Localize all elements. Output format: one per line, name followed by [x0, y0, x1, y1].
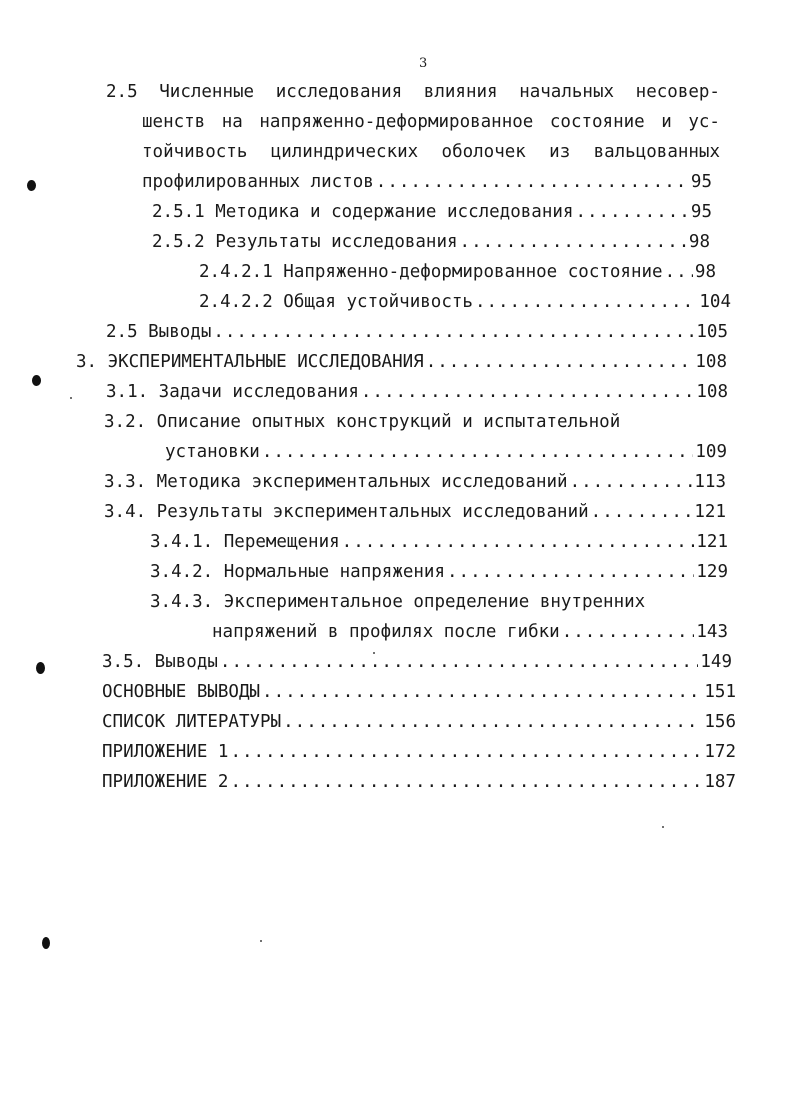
toc-title: установки	[165, 442, 260, 462]
word: вальцованных	[593, 142, 720, 162]
toc-page: 95	[690, 202, 712, 222]
toc-entry-3	[76, 350, 727, 374]
toc-entry-3-4	[104, 500, 726, 524]
dot-leader	[460, 230, 687, 254]
dot-leader	[562, 620, 695, 644]
toc-page: 98	[694, 262, 716, 282]
toc-page: 104	[699, 292, 731, 312]
punch-hole-mark	[32, 375, 41, 386]
word: и	[661, 112, 672, 132]
toc-entry-3-4-1	[150, 530, 728, 554]
toc-page: 156	[704, 712, 736, 732]
toc-page: 95	[690, 172, 712, 192]
dot-leader	[230, 770, 702, 794]
scan-speck	[260, 940, 262, 942]
word: из	[549, 142, 571, 162]
dot-leader	[570, 470, 693, 494]
dot-leader	[361, 380, 695, 404]
toc-entry-3-4-2	[150, 560, 728, 584]
dot-leader	[575, 200, 688, 224]
toc-page: 129	[696, 562, 728, 582]
toc-page: 98	[688, 232, 710, 252]
toc-page: 149	[700, 652, 732, 672]
word: исследования	[275, 82, 403, 102]
word: состояние	[549, 112, 645, 132]
dot-leader	[220, 650, 698, 674]
word: 2.5	[106, 82, 138, 102]
toc-title: ПРИЛОЖЕНИЕ 2	[102, 772, 229, 792]
word: напряженно-деформированное	[259, 112, 534, 132]
toc-page: 109	[695, 442, 727, 462]
dot-leader	[447, 560, 694, 584]
toc-entry-2-5-1	[152, 200, 712, 224]
toc-title: 2.5.1 Методика и содержание исследования	[152, 202, 574, 222]
toc-page: 121	[696, 532, 728, 552]
toc-page: 187	[704, 772, 736, 792]
dot-leader	[213, 320, 694, 344]
toc-page: 151	[704, 682, 736, 702]
toc-title: 3.5. Выводы	[102, 652, 218, 672]
toc-entry-3-1	[106, 380, 728, 404]
toc-title: 3.4. Результаты экспериментальных исследований	[104, 502, 589, 522]
scan-speck	[70, 397, 72, 399]
toc-entry-3-4-3-line-1: 3.4.3. Экспериментальное определение внутренних	[150, 592, 646, 612]
dot-leader	[262, 440, 694, 464]
toc-entry-3-2-line-2	[165, 440, 727, 464]
word: на	[221, 112, 243, 132]
dot-leader	[591, 500, 693, 524]
word: тойчивость	[142, 142, 248, 162]
word: цилиндрических	[270, 142, 419, 162]
toc-page: 108	[696, 382, 728, 402]
toc-title: 3.4.1. Перемещения	[150, 532, 340, 552]
toc-page: 172	[704, 742, 736, 762]
dot-leader	[283, 710, 702, 734]
toc-entry-3-5	[102, 650, 732, 674]
punch-hole-mark	[42, 937, 50, 949]
toc-entry-2-5-line-3	[142, 140, 720, 164]
punch-hole-mark	[36, 662, 45, 674]
toc-entry-3-3	[104, 470, 726, 494]
toc-title: 3.4.2. Нормальные напряжения	[150, 562, 446, 582]
toc-entry-main-conclusions	[102, 680, 736, 704]
toc-entry-3-2-line-1: 3.2. Описание опытных конструкций и испытательной	[104, 412, 621, 432]
word: шенств	[142, 112, 206, 132]
word: несовер-	[635, 82, 720, 102]
word: Численные	[159, 82, 255, 102]
toc-entry-appendix-1	[102, 740, 736, 764]
scan-speck	[373, 652, 375, 654]
toc-entry-2-4-2-1	[199, 260, 716, 284]
dot-leader	[665, 260, 693, 284]
toc-entry-2-5-line-2	[142, 110, 720, 134]
toc-title: напряжений в профилях после гибки	[212, 622, 560, 642]
word: ус-	[688, 112, 720, 132]
word: начальных	[519, 82, 615, 102]
toc-title: 2.4.2.1 Напряженно-деформированное состояние	[199, 262, 663, 282]
word: оболочек	[441, 142, 526, 162]
toc-entry-appendix-2	[102, 770, 736, 794]
toc-page: 143	[696, 622, 728, 642]
toc-title: профилированных листов	[142, 172, 374, 192]
toc-entry-2-5-conclusions	[106, 320, 728, 344]
toc-title: 3.3. Методика экспериментальных исследований	[104, 472, 568, 492]
word: влияния	[423, 82, 498, 102]
toc-title: СПИСОК ЛИТЕРАТУРЫ	[102, 712, 282, 732]
toc-entry-2-4-2-2	[199, 290, 731, 314]
toc-entry-references	[102, 710, 736, 734]
toc-title: ОСНОВНЫЕ ВЫВОДЫ	[102, 682, 261, 702]
toc-title: 2.4.2.2 Общая устойчивость	[199, 292, 473, 312]
dot-leader	[230, 740, 702, 764]
punch-hole-mark	[27, 180, 36, 191]
toc-title: ПРИЛОЖЕНИЕ 1	[102, 742, 229, 762]
toc-title: 3.1. Задачи исследования	[106, 382, 359, 402]
toc-page: 121	[694, 502, 726, 522]
scan-speck	[662, 826, 664, 828]
toc-entry-2-5-line-4	[142, 170, 712, 194]
dot-leader	[262, 680, 702, 704]
dot-leader	[426, 350, 694, 374]
toc-title: 2.5 Выводы	[106, 322, 212, 342]
dot-leader	[376, 170, 689, 194]
toc-entry-2-5-line-1	[106, 80, 720, 104]
toc-page: 113	[694, 472, 726, 492]
dot-leader	[342, 530, 695, 554]
toc-entry-3-4-3-line-2	[212, 620, 728, 644]
page-number: 3	[419, 56, 428, 71]
toc-page: 105	[696, 322, 728, 342]
toc-title: 2.5.2 Результаты исследования	[152, 232, 458, 252]
dot-leader	[475, 290, 697, 314]
toc-entry-2-5-2	[152, 230, 710, 254]
toc-title: 3. ЭКСПЕРИМЕНТАЛЬНЫЕ ИССЛЕДОВАНИЯ	[76, 352, 424, 372]
toc-page: 108	[695, 352, 727, 372]
